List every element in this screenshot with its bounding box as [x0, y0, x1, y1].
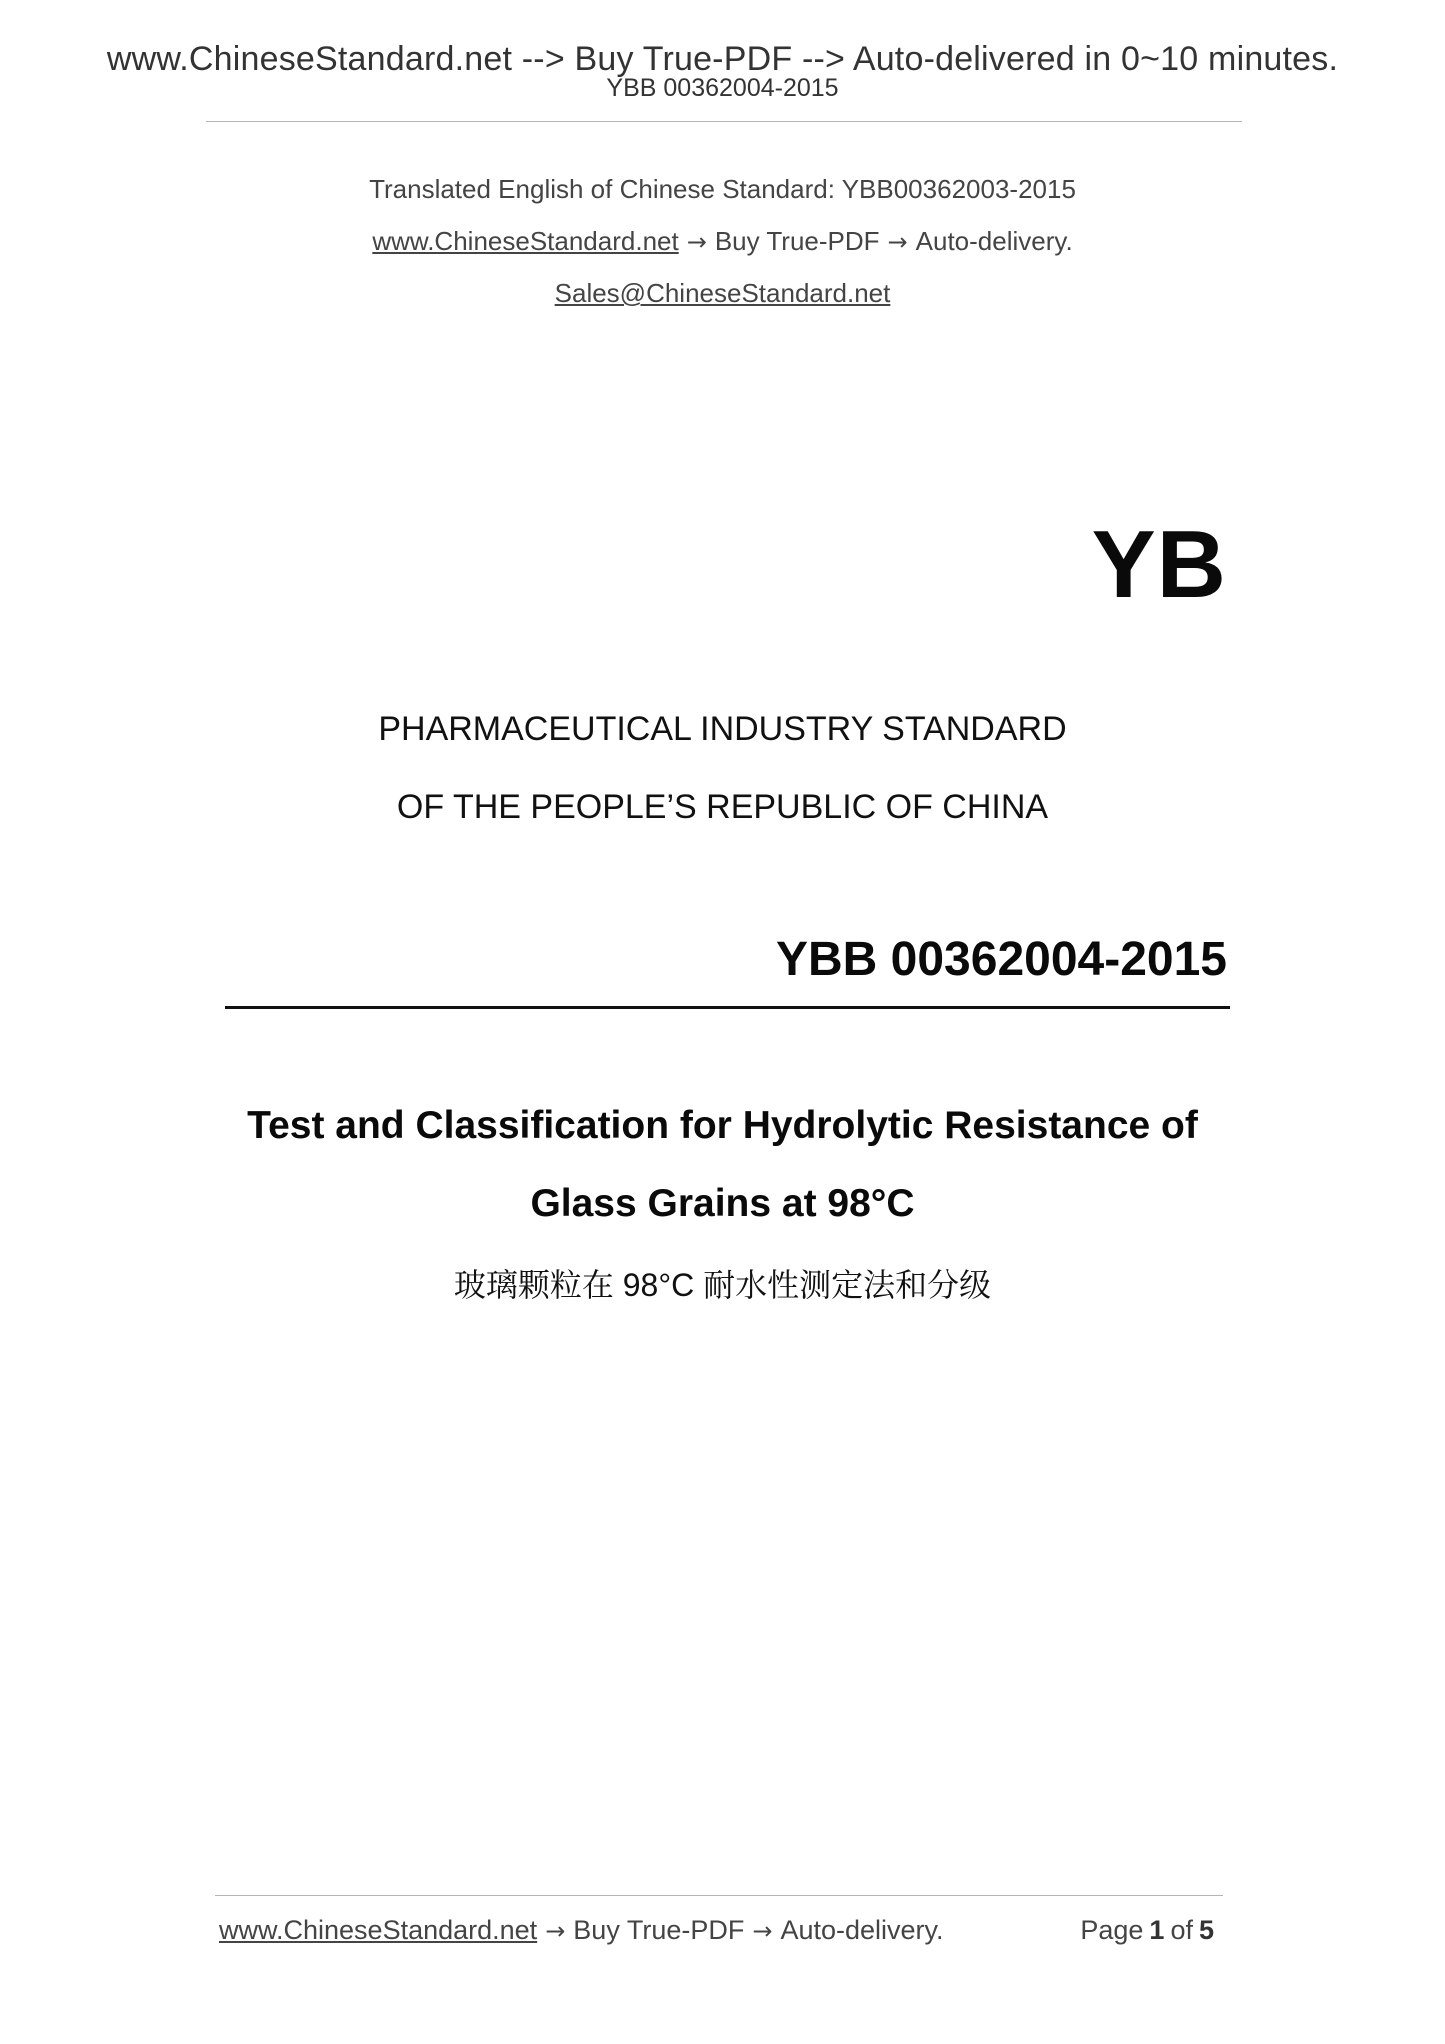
- arrow-right-icon: →: [545, 1917, 566, 1945]
- arrow-right-icon: →: [887, 228, 908, 256]
- sales-email-link[interactable]: Sales@ChineseStandard.net: [554, 278, 891, 308]
- page-label: Page: [1080, 1915, 1144, 1945]
- header-divider: [206, 121, 1242, 122]
- header-doc-code: YBB 00362004-2015: [606, 74, 839, 102]
- standard-category-line-2: OF THE PEOPLE’S REPUBLIC OF CHINA: [396, 788, 1049, 826]
- page-total: 5: [1198, 1915, 1214, 1945]
- site-link[interactable]: www.ChineseStandard.net: [372, 226, 679, 256]
- page-indicator: [1080, 1915, 1220, 1946]
- footer-delivery-text: Auto-delivery.: [780, 1915, 944, 1945]
- english-title-line-1: Test and Classification for Hydrolytic Resistance of: [247, 1104, 1198, 1147]
- footer-purchase-line: [219, 1915, 944, 1946]
- buy-true-pdf-text: Buy True-PDF: [714, 226, 880, 256]
- page-current: 1: [1149, 1915, 1165, 1945]
- purchase-line: [0, 226, 1445, 257]
- auto-delivery-text: Auto-delivery.: [915, 226, 1073, 256]
- arrow-right-icon: →: [686, 228, 707, 256]
- footer-divider: [215, 1895, 1223, 1896]
- footer-site-link[interactable]: www.ChineseStandard.net: [219, 1915, 538, 1945]
- footer-buy-text: Buy True-PDF: [573, 1915, 745, 1945]
- email-line: [0, 278, 1445, 309]
- standard-category-line-1: PHARMACEUTICAL INDUSTRY STANDARD: [378, 710, 1067, 748]
- arrow-right-icon: →: [752, 1917, 773, 1945]
- yb-standard-mark: YB: [1091, 511, 1227, 618]
- translation-notice: Translated English of Chinese Standard: YBB00362003-2015: [369, 174, 1076, 204]
- of-label: of: [1170, 1915, 1193, 1945]
- chinese-title: 玻璃颗粒在 98°C 耐水性测定法和分级: [453, 1267, 992, 1303]
- standard-number-divider: [225, 1006, 1230, 1009]
- standard-number: YBB 00362004-2015: [775, 933, 1227, 986]
- top-banner: www.ChineseStandard.net --> Buy True-PDF --> Auto-delivered in 0~10 minutes.: [106, 40, 1339, 78]
- english-title-line-2: Glass Grains at 98°C: [530, 1182, 915, 1225]
